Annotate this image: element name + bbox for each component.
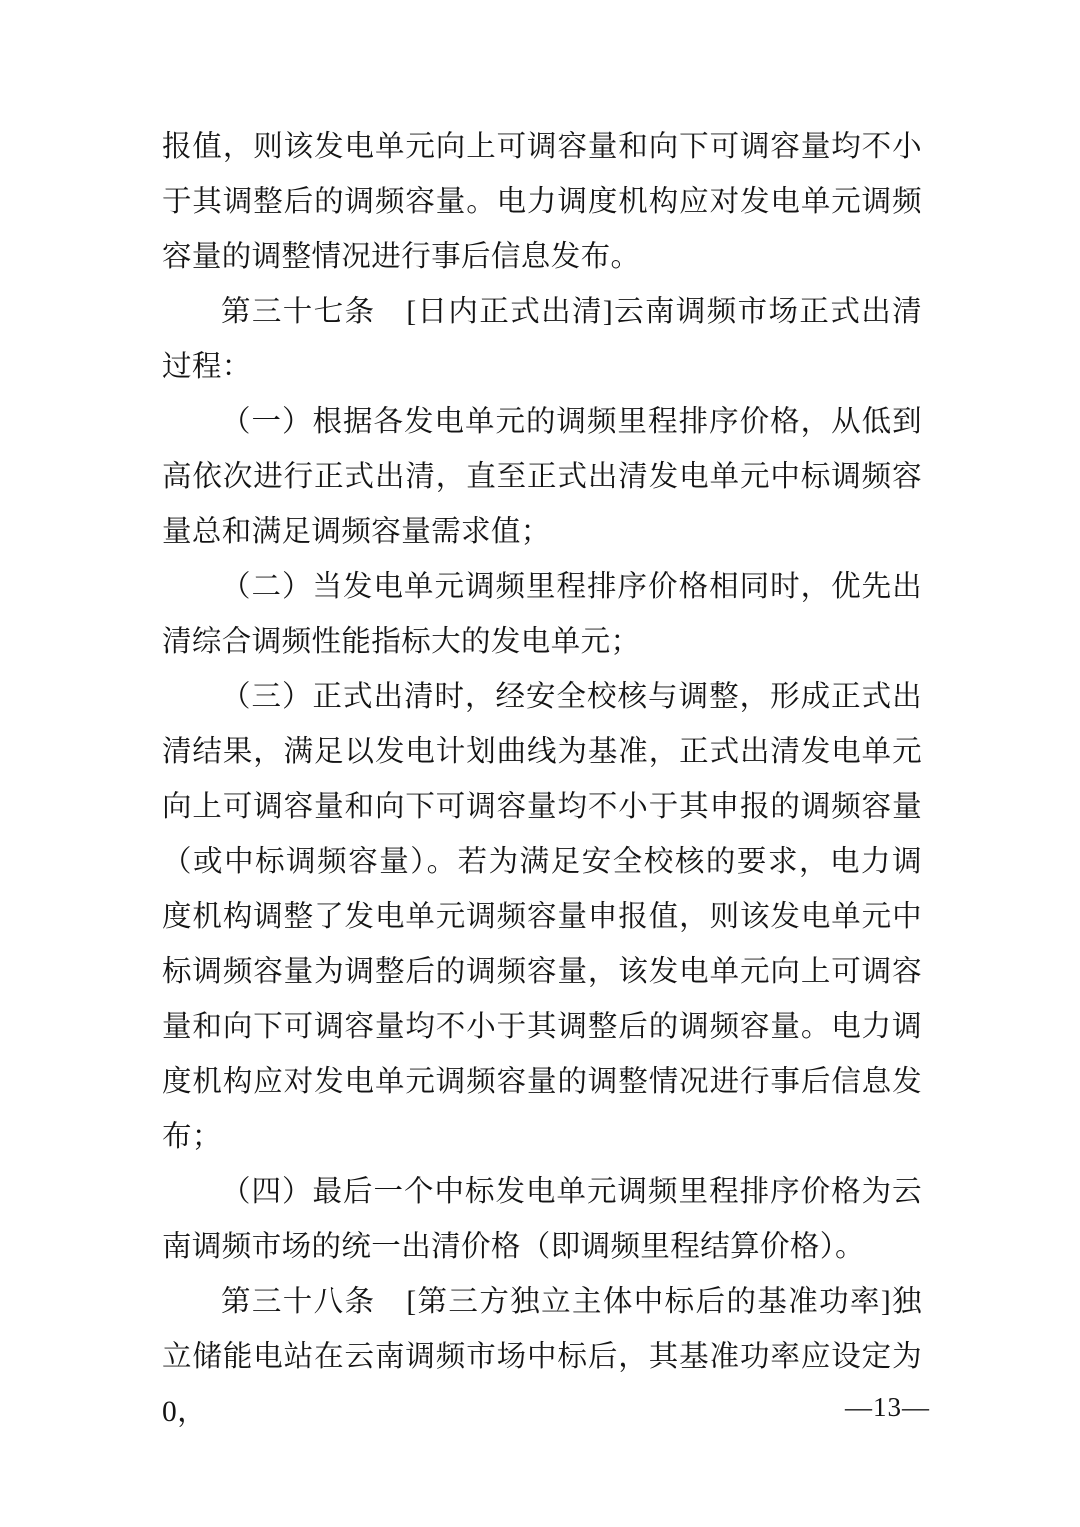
document-body xyxy=(162,120,922,1440)
paragraph-article-37: 第三十七条 [日内正式出清]云南调频市场正式出清过程： xyxy=(162,296,922,383)
paragraph-item-3: （三）正式出清时，经安全校核与调整，形成正式出清结果，满足以发电计划曲线为基准，正式出清发电单元向上可调容量和向下可调容量均不小于其申报的调频容量（或中标调频容量）。若为满足安全校核的要求，电力调度机构调整了发电单元调频容量申报值，则该发电单元中标调频容量为调整后的调频容量，该发电单元向上可调容量和向下可调容量均不小于其调整后的调频容量。电力调度机构应对发电单元调频容量的调整情况进行事后信息发布； xyxy=(162,681,922,1153)
page-number: —13— xyxy=(845,1392,930,1422)
paragraph-item-2: （二）当发电单元调频里程排序价格相同时，优先出清综合调频性能指标大的发电单元； xyxy=(162,571,922,658)
paragraph-item-1: （一）根据各发电单元的调频里程排序价格，从低到高依次进行正式出清，直至正式出清发电单元中标调频容量总和满足调频容量需求值； xyxy=(162,406,922,548)
paragraph-item-4: （四）最后一个中标发电单元调频里程排序价格为云南调频市场的统一出清价格（即调频里程结算价格）。 xyxy=(162,1176,922,1263)
paragraph-article-38: 第三十八条 [第三方独立主体中标后的基准功率]独立储能电站在云南调频市场中标后，其基准功率应设定为 0， xyxy=(162,1286,922,1428)
paragraph-continued-capacity: 报值，则该发电单元向上可调容量和向下可调容量均不小于其调整后的调频容量。电力调度机构应对发电单元调频容量的调整情况进行事后信息发布。 xyxy=(162,131,922,273)
